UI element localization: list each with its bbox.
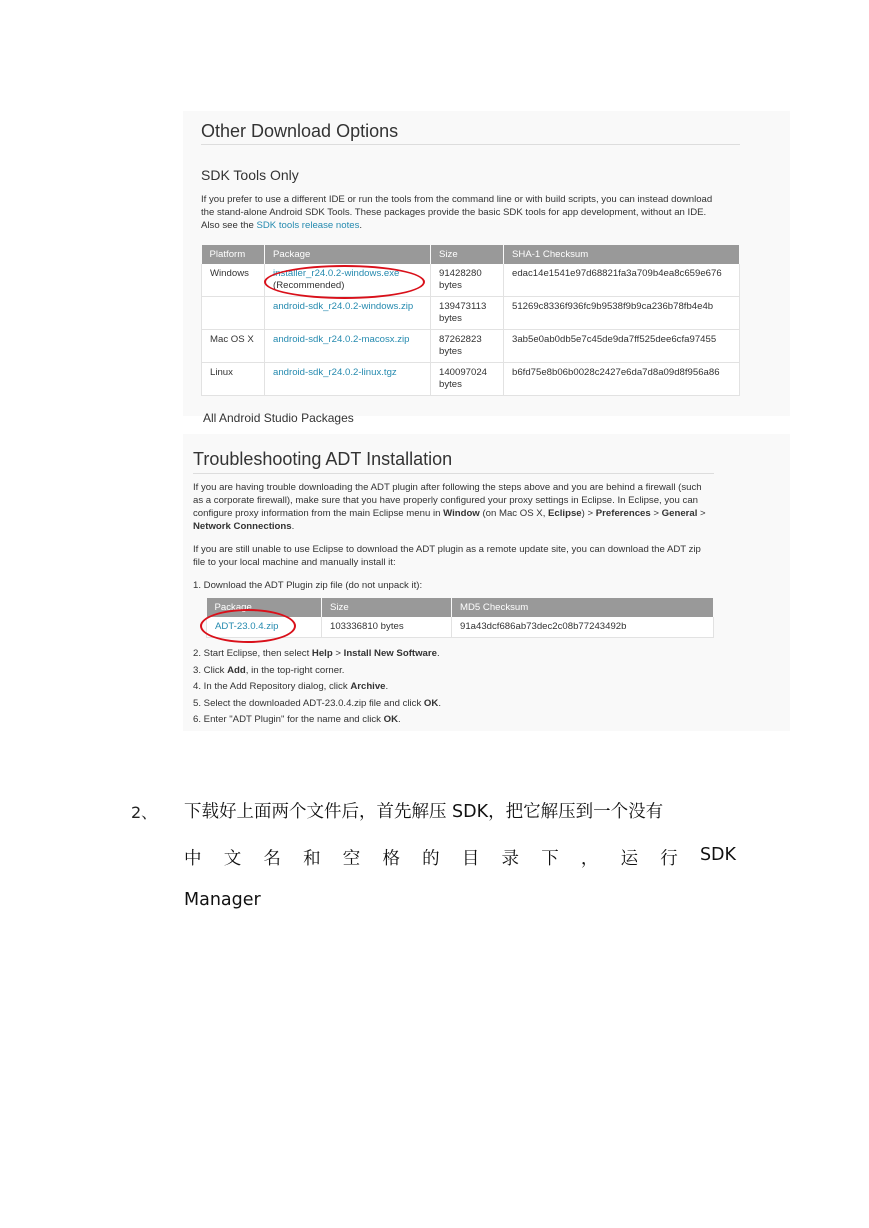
red-highlight-oval (200, 609, 296, 643)
paragraph-line: If you prefer to use a different IDE or run the tools from the command line or with build scripts, you can instead download (201, 194, 713, 205)
paragraph-line: the stand-alone Android SDK Tools. These packages provide the basic SDK tools for app development, without an IDE. (201, 207, 707, 218)
list-number: 2、 (131, 803, 158, 822)
install-steps-list (193, 647, 441, 730)
title-divider (193, 473, 714, 474)
doc-line-1: 下载好上面两个文件后，首先解压 SDK，把它解压到一个没有 (184, 802, 664, 822)
platform-cell: Linux (202, 363, 265, 396)
checksum-cell: 3ab5e0ab0db5e7c45de9da7ff525dee6cfa97455 (504, 330, 740, 363)
release-notes-link[interactable]: SDK tools release notes (256, 220, 360, 231)
table-row (202, 363, 740, 396)
recommended-note: (Recommended) (273, 280, 345, 291)
adt-zip-link[interactable]: ADT-23.0.4.zip (207, 617, 322, 638)
header-size: Size (431, 245, 504, 264)
platform-cell: Windows (202, 264, 265, 297)
red-highlight-oval (264, 265, 425, 299)
clipped-heading: All Android Studio Packages (203, 411, 354, 425)
package-link[interactable]: android-sdk_r24.0.2-linux.tgz (265, 363, 431, 396)
table-header-row (202, 245, 740, 264)
step-1: 1. Download the ADT Plugin zip file (do not unpack it): (193, 580, 423, 591)
platform-cell (202, 297, 265, 330)
manual-install-paragraph: If you are still unable to use Eclipse to download the ADT plugin as a remote update site, you can download the ADT zip file to your local machine and manually install it: (193, 544, 701, 568)
section-title: Troubleshooting ADT Installation (193, 449, 453, 469)
screenshot-troubleshooting-adt (183, 434, 790, 731)
table-row (202, 297, 740, 330)
screenshot-other-download-options (183, 111, 790, 425)
header-size: Size (322, 598, 452, 617)
intro-paragraph (201, 193, 761, 232)
table-row (202, 330, 740, 363)
package-link[interactable]: android-sdk_r24.0.2-windows.zip (265, 297, 431, 330)
doc-line-3: Manager (184, 890, 261, 910)
size-cell: 103336810 bytes (322, 617, 452, 638)
sdk-downloads-table (201, 245, 740, 396)
list-item: 4. In the Add Repository dialog, click Archive. (193, 681, 389, 693)
list-item: 3. Click Add, in the top-right corner. (193, 664, 345, 676)
checksum-cell: b6fd75e8b06b0028c2427e6da7d8a09d8f956a86 (504, 363, 740, 396)
header-platform: Platform (202, 245, 265, 264)
checksum-cell: edac14e1541e97d68821fa3a709b4ea8c659e676 (504, 264, 740, 297)
doc-line-2: 中 文 名 和 空 格 的 目 录 下 ， 运 行 SDK (184, 845, 736, 869)
header-package: Package (207, 598, 322, 617)
header-checksum: MD5 Checksum (452, 598, 714, 617)
list-item: 6. Enter "ADT Plugin" for the name and click OK. (193, 714, 401, 726)
subsection-title: SDK Tools Only (201, 167, 299, 183)
header-checksum: SHA-1 Checksum (504, 245, 740, 264)
size-cell: 91428280 bytes (431, 264, 504, 297)
list-item: 5. Select the downloaded ADT-23.0.4.zip file and click OK. (193, 697, 441, 709)
header-package: Package (265, 245, 431, 264)
size-cell: 87262823 bytes (431, 330, 504, 363)
checksum-cell: 91a43dcf686ab73dec2c08b77243492b (452, 617, 714, 638)
checksum-cell: 51269c8336f936fc9b9538f9b9ca236b78fb4e4b (504, 297, 740, 330)
size-cell: 139473113 bytes (431, 297, 504, 330)
size-cell: 140097024 bytes (431, 363, 504, 396)
paragraph-line: Also see the SDK tools release notes. (201, 220, 363, 231)
platform-cell: Mac OS X (202, 330, 265, 363)
section-title: Other Download Options (201, 121, 399, 141)
title-divider (201, 144, 740, 145)
list-item: 2. Start Eclipse, then select Help > Install New Software. (193, 648, 440, 659)
proxy-paragraph: If you are having trouble downloading the ADT plugin after following the steps above and you are behind a firewall (such as a corporate firewall), make sure that you have properly configured your proxy settings in Eclipse. In Eclipse, you can configure proxy information from the main Eclipse menu in Window (on Mac OS X, Eclipse) > Preferences > General > Network Connections. (193, 482, 706, 532)
package-link[interactable]: installer_r24.0.2-windows.exe (273, 268, 400, 279)
package-link[interactable]: android-sdk_r24.0.2-macosx.zip (265, 330, 431, 363)
